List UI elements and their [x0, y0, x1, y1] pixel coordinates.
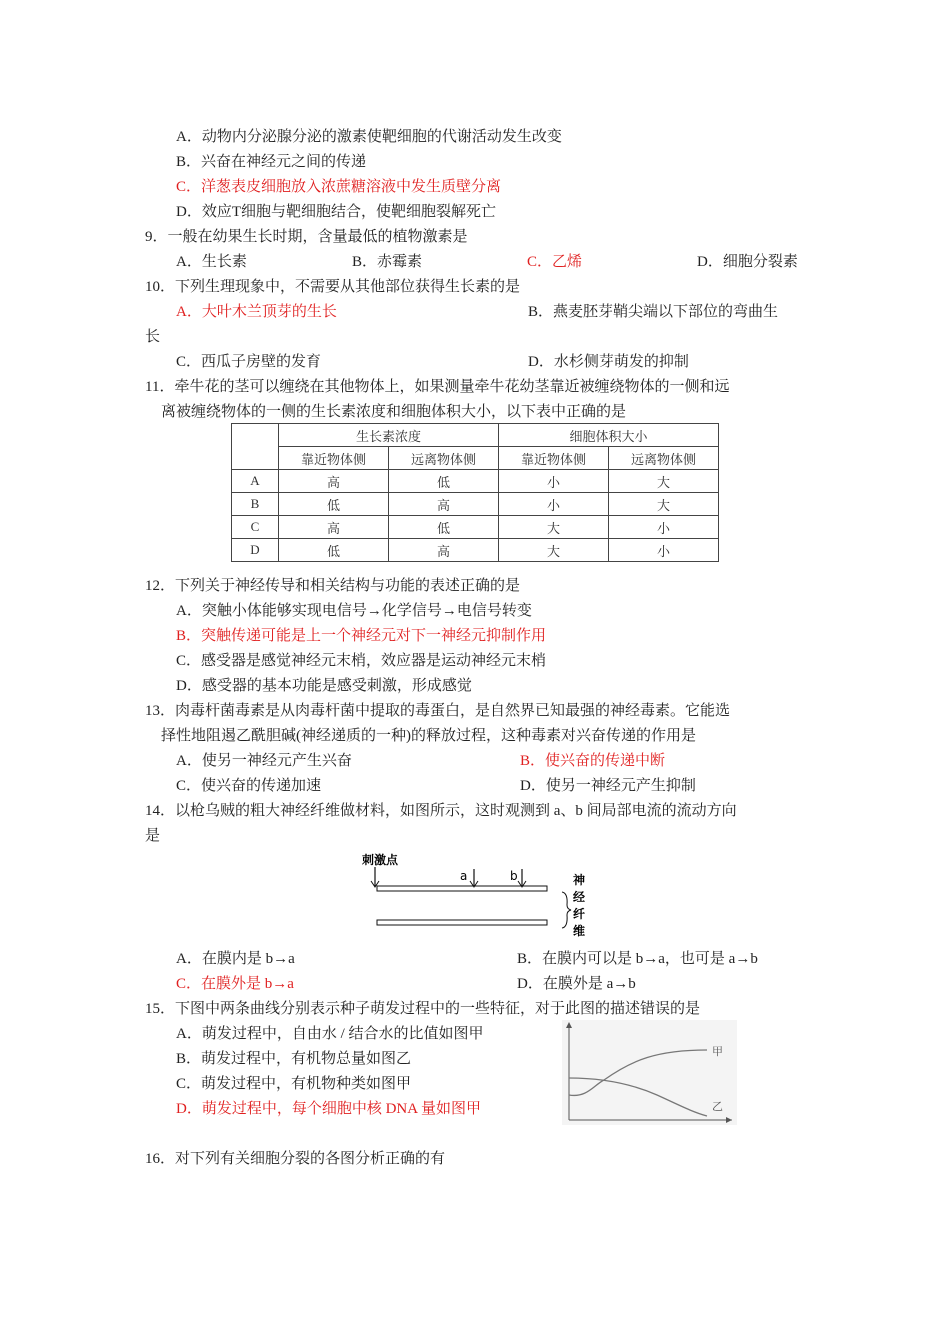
q14-option-b: B．在膜内可以是 b→a，也可是 a→b [517, 951, 758, 967]
table-row [232, 493, 719, 516]
fiber-label: 经 [573, 890, 586, 904]
cell: 大 [499, 539, 609, 562]
membrane-bottom [377, 920, 547, 925]
chart-background [562, 1020, 737, 1125]
q9-stem: 9．一般在幼果生长时期，含量最低的植物激素是 [145, 229, 468, 245]
point-a-label: a [460, 869, 468, 883]
q8-option-d: D．效应T细胞与靶细胞结合，使靶细胞裂解死亡 [176, 204, 496, 220]
subheader: 远离物体侧 [609, 447, 719, 470]
q14-stem-line1: 14．以枪乌贼的粗大神经纤维做材料，如图所示，这时观测到 a、b 间局部电流的流动方向 [145, 803, 737, 819]
curve-yi-label: 乙 [712, 1100, 723, 1113]
cell: A [232, 470, 279, 493]
q12-option-c: C．感受器是感觉神经元末梢，效应器是运动神经元末梢 [176, 653, 547, 669]
fiber-label: 神 [573, 873, 586, 887]
q10-option-b: B．燕麦胚芽鞘尖端以下部位的弯曲生 [528, 304, 779, 320]
q13-option-a: A．使另一神经元产生兴奋 [176, 753, 352, 769]
q13-option-c: C．使兴奋的传递加速 [176, 778, 322, 794]
q11-stem-line2: 离被缠绕物体的一侧的生长素浓度和细胞体积大小，以下表中正确的是 [161, 404, 627, 420]
q15-option-d-answer: D．萌发过程中，每个细胞中核 DNA 量如图甲 [176, 1101, 482, 1117]
q12-option-a: A．突触小体能够实现电信号→化学信号→电信号转变 [176, 603, 532, 619]
q10-option-c: C．西瓜子房壁的发育 [176, 354, 322, 370]
q16-stem: 16．对下列有关细胞分裂的各图分析正确的有 [145, 1151, 446, 1167]
cell: 大 [609, 493, 719, 516]
header-auxin: 生长素浓度 [279, 424, 499, 447]
cell: 大 [609, 470, 719, 493]
q14-option-d: D．在膜外是 a→b [517, 976, 636, 992]
table-row [232, 516, 719, 539]
q13-stem-line1: 13．肉毒杆菌毒素是从肉毒杆菌中提取的毒蛋白，是自然界已知最强的神经毒素。它能选 [145, 703, 731, 719]
q13-option-d: D．使另一神经元产生抑制 [520, 778, 696, 794]
germination-curve-chart [562, 1020, 737, 1125]
q15-option-c: C．萌发过程中，有机物种类如图甲 [176, 1076, 412, 1092]
subheader: 远离物体侧 [389, 447, 499, 470]
q11-table [231, 423, 719, 562]
q14-option-c-answer: C．在膜外是 b→a [176, 976, 294, 992]
cell: 高 [389, 493, 499, 516]
cell: 小 [609, 539, 719, 562]
subheader: 靠近物体侧 [279, 447, 389, 470]
cell: 小 [499, 470, 609, 493]
cell: 低 [389, 516, 499, 539]
curve-jia-label: 甲 [712, 1045, 723, 1058]
q15-stem: 15．下图中两条曲线分别表示种子萌发过程中的一些特征，对于此图的描述错误的是 [145, 1001, 701, 1017]
q11-stem-line1: 11．牵牛花的茎可以缠绕在其他物体上，如果测量牵牛花幼茎靠近被缠绕物体的一侧和远 [145, 379, 730, 395]
brace [562, 892, 571, 928]
fiber-label: 维 [573, 924, 586, 938]
q8-option-a: A．动物内分泌腺分泌的激素使靶细胞的代谢活动发生改变 [176, 129, 562, 145]
point-b-label: b [510, 869, 518, 883]
header-cell-volume: 细胞体积大小 [499, 424, 719, 447]
q8-option-b: B．兴奋在神经元之间的传递 [176, 154, 367, 170]
q10-option-d: D．水杉侧芽萌发的抑制 [528, 354, 689, 370]
cell: 大 [499, 516, 609, 539]
q12-option-b-answer: B．突触传递可能是上一个神经元对下一神经元抑制作用 [176, 628, 547, 644]
subheader: 靠近物体侧 [499, 447, 609, 470]
cell: 高 [279, 516, 389, 539]
q12-stem: 12．下列关于神经传导和相关结构与功能的表述正确的是 [145, 578, 521, 594]
q14-stem-line2: 是 [145, 828, 161, 844]
q13-option-b-answer: B．使兴奋的传递中断 [520, 753, 666, 769]
cell: D [232, 539, 279, 562]
cell: B [232, 493, 279, 516]
cell: 高 [389, 539, 499, 562]
q13-stem-line2: 择性地阻遏乙酰胆碱(神经递质的一种)的释放过程，这种毒素对兴奋传递的作用是 [161, 728, 696, 744]
table-row [232, 539, 719, 562]
q12-option-d: D．感受器的基本功能是感受刺激，形成感觉 [176, 678, 472, 694]
q8-option-c-answer: C．洋葱表皮细胞放入浓蔗糖溶液中发生质壁分离 [176, 179, 502, 195]
q15-option-b: B．萌发过程中，有机物总量如图乙 [176, 1051, 412, 1067]
fiber-label: 纤 [573, 907, 586, 921]
cell: 低 [389, 470, 499, 493]
cell: C [232, 516, 279, 539]
nerve-fiber-diagram [355, 845, 605, 940]
q10-option-b-wrap: 长 [145, 329, 161, 345]
q9-option-d: D．细胞分裂素 [697, 254, 798, 270]
table-row [232, 470, 719, 493]
q9-option-a: A．生长素 [176, 254, 247, 270]
q10-stem: 10．下列生理现象中，不需要从其他部位获得生长素的是 [145, 279, 521, 295]
cell: 高 [279, 470, 389, 493]
q9-option-b: B．赤霉素 [352, 254, 423, 270]
q14-option-a: A．在膜内是 b→a [176, 951, 295, 967]
stimulus-label: 刺激点 [362, 853, 399, 867]
cell: 小 [609, 516, 719, 539]
q10-option-a-answer: A．大叶木兰顶芽的生长 [176, 304, 337, 320]
q9-option-c-answer: C．乙烯 [527, 254, 583, 270]
cell: 小 [499, 493, 609, 516]
cell: 低 [279, 539, 389, 562]
q15-option-a: A．萌发过程中，自由水 / 结合水的比值如图甲 [176, 1026, 484, 1042]
cell: 低 [279, 493, 389, 516]
